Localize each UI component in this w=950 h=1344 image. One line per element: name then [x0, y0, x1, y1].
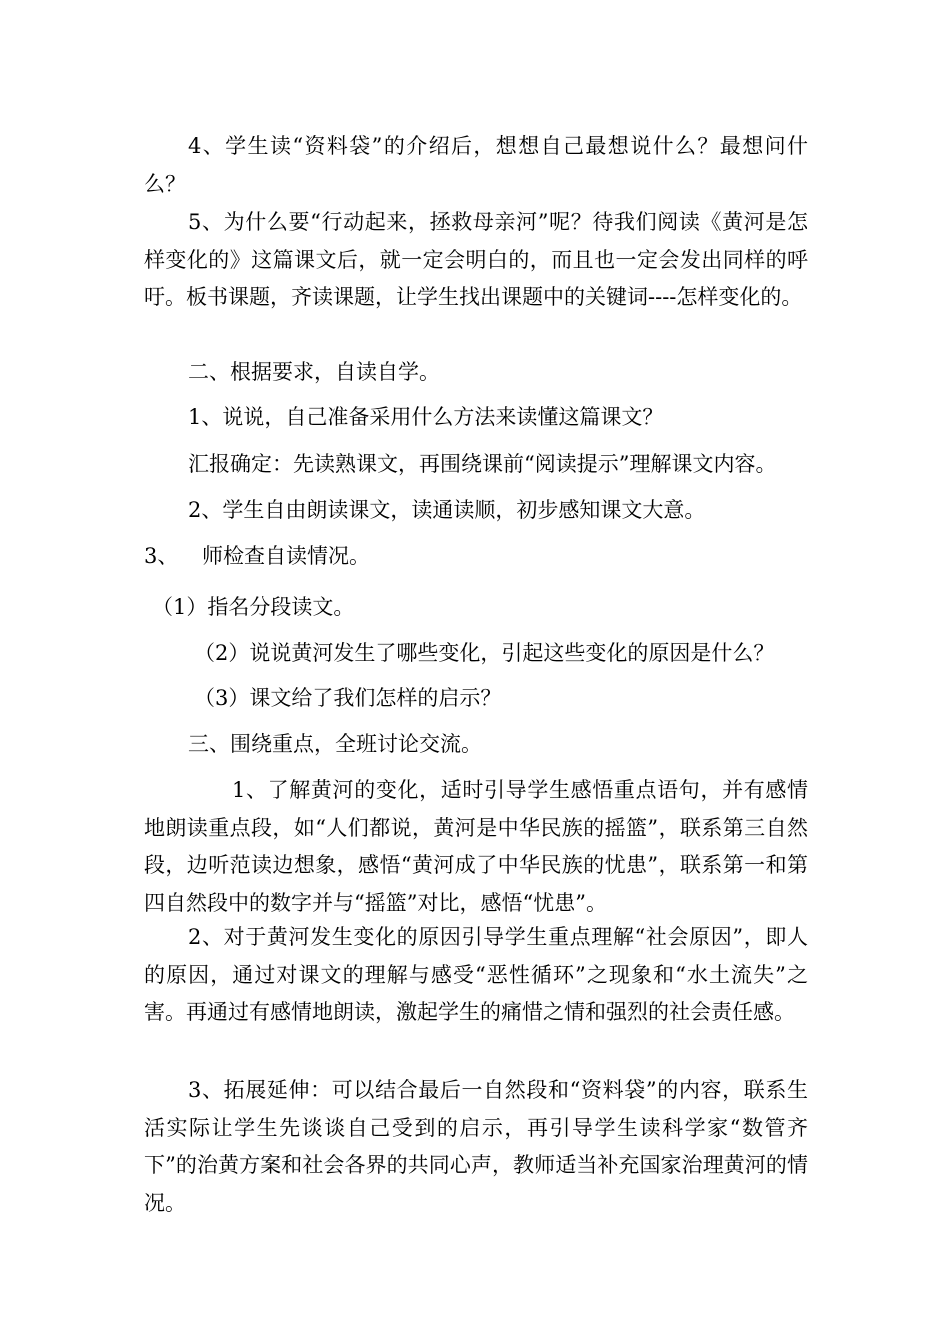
paragraph-item-2: 2、学生自由朗读课文，读通读顺，初步感知课文大意。 — [188, 498, 706, 522]
paragraph-item-1: 1、说说，自己准备采用什么方法来读懂这篇课文？ — [188, 405, 664, 429]
paragraph-item-3 — [144, 538, 808, 576]
item-3-number: 3、 — [144, 544, 179, 568]
paragraph-step-4: 4、学生读“资料袋”的介绍后，想想自己最想说什么？最想问什么？ — [144, 134, 808, 196]
sub-item-1: （1）指名分段读文。 — [152, 595, 355, 619]
paragraph-report: 汇报确定：先读熟课文，再围绕课前“阅读提示”理解课文内容。 — [188, 452, 777, 476]
section-heading-2: 二、根据要求，自读自学。 — [188, 360, 440, 384]
paragraph-focus-3: 3、拓展延伸：可以结合最后一自然段和“资料袋”的内容，联系生活实际让学生先谈谈自己受到的启示，再引导学生读科学家“数管齐下”的治黄方案和社会各界的共同心声，教师适当补充国家治理黄河的情况。 — [144, 1078, 808, 1215]
section-heading-3: 三、围绕重点，全班讨论交流。 — [188, 732, 482, 756]
paragraph-focus-1: 1、了解黄河的变化，适时引导学生感悟重点语句，并有感情地朗读重点段，如“人们都说，黄河是中华民族的摇篮”，联系第三自然段，边听范读边想象，感悟“黄河成了中华民族的忧患”，联系第一和第四自然段中的数字并与“摇篮”对比，感悟“忧患”。 — [144, 778, 808, 915]
sub-item-3: （3）课文给了我们怎样的启示？ — [194, 686, 502, 710]
sub-item-2: （2）说说黄河发生了哪些变化，引起这些变化的原因是什么？ — [194, 641, 775, 665]
item-3-text: 师检查自读情况。 — [202, 544, 370, 568]
paragraph-step-5: 5、为什么要“行动起来，拯救母亲河”呢？待我们阅读《黄河是怎样变化的》这篇课文后，就一定会明白的，而且也一定会发出同样的呼吁。板书课题，齐读课题，让学生找出课题中的关键词----怎样变化的。 — [144, 210, 808, 309]
paragraph-focus-2: 2、对于黄河发生变化的原因引导学生重点理解“社会原因”，即人的原因，通过对课文的理解与感受“恶性循环”之现象和“水土流失”之害。再通过有感情地朗读，激起学生的痛惜之情和强烈的社会责任感。 — [144, 925, 808, 1024]
